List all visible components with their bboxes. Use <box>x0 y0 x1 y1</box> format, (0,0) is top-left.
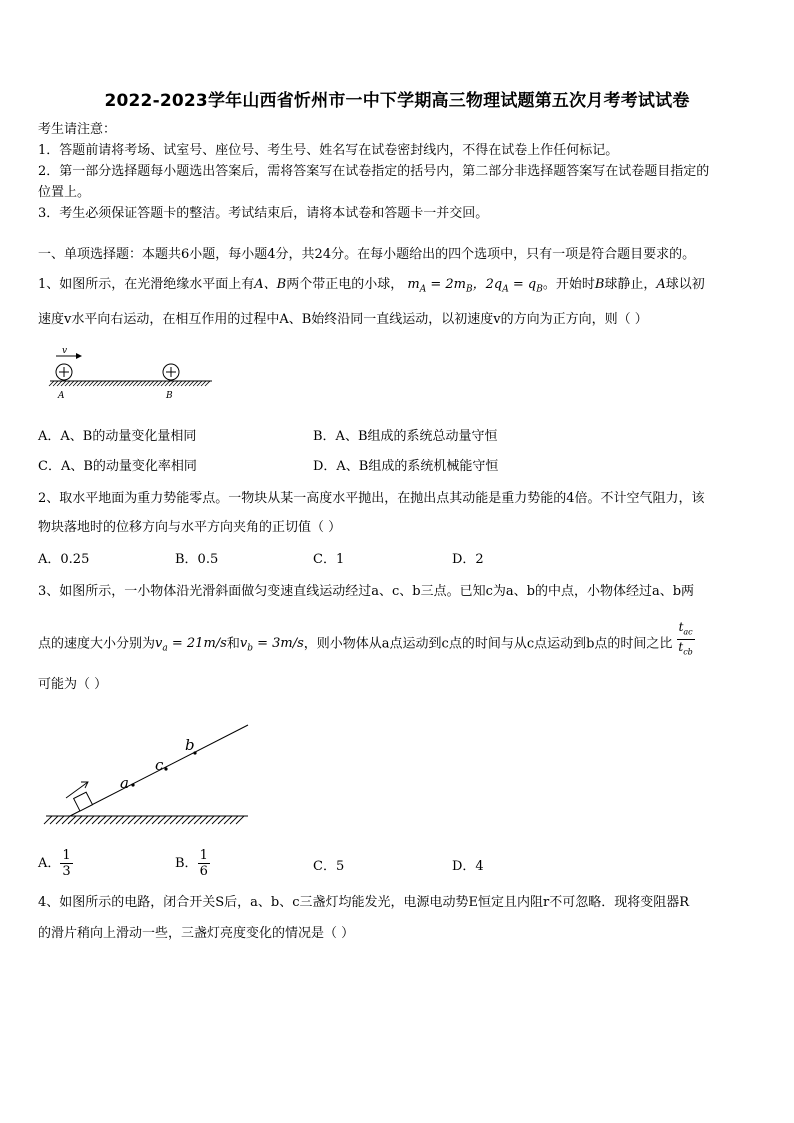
q3-option-a[interactable]: A． $\frac{1}{3}$ <box>38 848 71 879</box>
q1-text-a: 1、如图所示，在光滑绝缘水平面上有 <box>38 277 255 292</box>
notice-heading: 考生请注意： <box>38 122 117 137</box>
q1-ab: A、B <box>254 277 287 292</box>
q1-figure <box>40 344 220 404</box>
q1-eq1: $m_A = 2m_B$ <box>407 277 473 295</box>
q3-point-a <box>131 783 134 786</box>
q1-ball-b <box>163 364 179 380</box>
q1-option-a[interactable]: A．A、B的动量变化量相同 <box>38 429 197 444</box>
q1-eq2: ，$2q_A = q_B$ <box>472 277 543 295</box>
notice-item-1: 1．答题前请将考场、试室号、座位号、考生号、姓名写在试卷密封线内，不得在试卷上作任何标记。 <box>38 143 619 158</box>
q3-vb: $v_b = 3m/s$ <box>239 636 304 654</box>
q2-option-c[interactable]: C．1 <box>313 552 345 567</box>
q3-va: $v_a = 21m/s$ <box>155 636 227 654</box>
notice-item-2-cont: 位置上。 <box>38 185 91 200</box>
q1-fig-a-label: A <box>58 391 65 401</box>
q2-option-b[interactable]: B．0.5 <box>175 552 219 567</box>
q3-figure <box>40 720 255 832</box>
q2-line2: 物块落地时的位移方向与水平方向夹角的正切值（ ） <box>38 520 342 535</box>
q2-line1: 2、取水平地面为重力势能零点。一物块从某一高度水平抛出，在抛出点其动能是重力势能的4倍。不计空气阻力，该 <box>38 491 705 506</box>
q3-fig-b-label: b <box>185 736 195 754</box>
q1-velocity-arrow <box>56 353 82 359</box>
q3-option-c[interactable]: C．5 <box>313 859 345 874</box>
notice-item-3: 3．考生必须保证答题卡的整洁。考试结束后，请将本试卷和答题卡一并交回。 <box>38 206 489 221</box>
q1-line1: 1、如图所示，在光滑绝缘水平面上有A、B两个带正电的小球， $m_A = 2m_B$，$2q_A = q_B$。开始时B球静止，A球以初 <box>38 277 705 295</box>
q3-block <box>74 792 93 811</box>
q1-fig-v-label: v <box>62 346 68 356</box>
q3-line3: 可能为（ ） <box>38 677 108 692</box>
q1-text-c: 两个带正电的小球， <box>286 277 404 292</box>
q1-option-b[interactable]: B．A、B组成的系统总动量守恒 <box>313 429 498 444</box>
q1-ground-hatch <box>49 381 210 386</box>
q3-fig-c-label: c <box>155 756 164 774</box>
q3-option-d[interactable]: D．4 <box>452 859 484 874</box>
q1-ball-a <box>56 364 72 380</box>
notice-item-2: 2．第一部分选择题每小题选出答案后，需将答案写在试卷指定的括号内，第二部分非选择题答案写在试卷题目指定的 <box>38 164 710 179</box>
page-title: 2022-2023学年山西省忻州市一中下学期高三物理试题第五次月考考试试卷 <box>104 91 690 111</box>
q3-ground-hatch <box>44 816 244 824</box>
q3-fig-a-label: a <box>120 774 129 792</box>
q1-fig-b-label: B <box>166 391 173 401</box>
q2-option-d[interactable]: D．2 <box>452 552 484 567</box>
q3-line1: 3、如图所示，一小物体沿光滑斜面做匀变速直线运动经过a、c、b三点。已知c为a、b的中点，小物体经过a、b两 <box>38 584 695 599</box>
q1-line2: 速度v水平向右运动，在相互作用的过程中A、B始终沿同一直线运动，以初速度v的方向为正方向，则（ ） <box>38 312 648 327</box>
q4-line1: 4、如图所示的电路，闭合开关S后，a、b、c三盏灯均能发光，电源电动势E恒定且内阻r不可忽略．现将变阻器R <box>38 895 690 910</box>
q1-option-d[interactable]: D．A、B组成的系统机械能守恒 <box>313 459 499 474</box>
q3-ratio-fraction: $\frac{t_{ac}}{t_{cb}}$ <box>678 620 693 657</box>
q4-line2: 的滑片稍向上滑动一些，三盏灯亮度变化的情况是（ ） <box>38 926 355 941</box>
q3-option-b[interactable]: B． $\frac{1}{6}$ <box>175 848 208 879</box>
section-heading: 一、单项选择题：本题共6小题，每小题4分，共24分。在每小题给出的四个选项中，只有一项是符合题目要求的。 <box>38 247 696 262</box>
q3-line2: 点的速度大小分别为$v_a = 21m/s$和$v_b = 3m/s$，则小物体从a点运动到c点的时间与从c点运动到b点的时间之比 $\frac{t_{ac}}{t_{cb}}$ <box>38 628 695 660</box>
q3-point-c <box>164 767 167 770</box>
q1-option-c[interactable]: C．A、B的动量变化率相同 <box>38 459 197 474</box>
q2-option-a[interactable]: A．0.25 <box>38 552 90 567</box>
